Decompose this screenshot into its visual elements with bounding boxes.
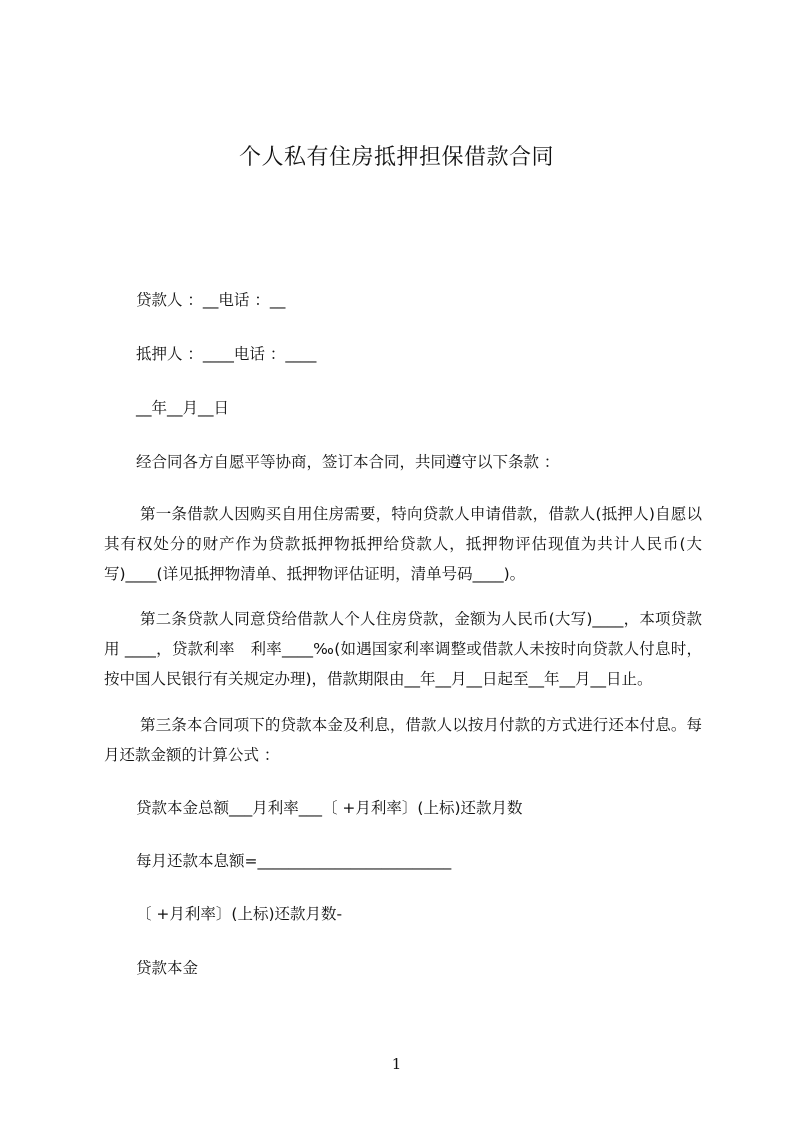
formula-line-1: 贷款本金总额___月利率___〔 +月利率〕(上标)还款月数	[136, 799, 523, 817]
formula-line-2: 每月还款本息额=_________________________	[136, 852, 452, 870]
article-2: 第二条贷款人同意贷给借款人个人住房贷款，金额为人民币(大写)____，本项贷款用 ____，贷款利率 利率____‰(如遇国家利率调整或借款人未按时向贷款人付息时，按中国人民银行有关规定办理)，借款期限由__年__月__日起至__年__月__日止。	[104, 610, 702, 688]
page-number: 1	[391, 1055, 402, 1073]
document-title: 个人私有住房抵押担保借款合同	[238, 145, 554, 170]
article-1: 第一条借款人因购买自用住房需要，特向贷款人申请借款，借款人(抵押人)自愿以其有权处分的财产作为贷款抵押物抵押给贷款人，抵押物评估现值为共计人民币(大写)____(详见抵押物清单、抵押物评估证明，清单号码____)。	[104, 505, 702, 583]
preamble: 经合同各方自愿平等协商，签订本合同，共同遵守以下条款 ：	[136, 453, 560, 471]
mortgagor-line: 抵押人 ：____电话 ：____	[136, 345, 317, 363]
article-3: 第三条本合同项下的贷款本金及利息，借款人以按月付款的方式进行还本付息。每月还款金额的计算公式 ：	[104, 716, 702, 764]
lender-line: 贷款人 ：__电话 ：__	[136, 291, 286, 309]
date-line: __年__月__日	[136, 399, 230, 417]
formula-line-4: 贷款本金	[136, 959, 199, 977]
formula-line-3: 〔 +月利率〕(上标)还款月数-	[136, 905, 343, 923]
